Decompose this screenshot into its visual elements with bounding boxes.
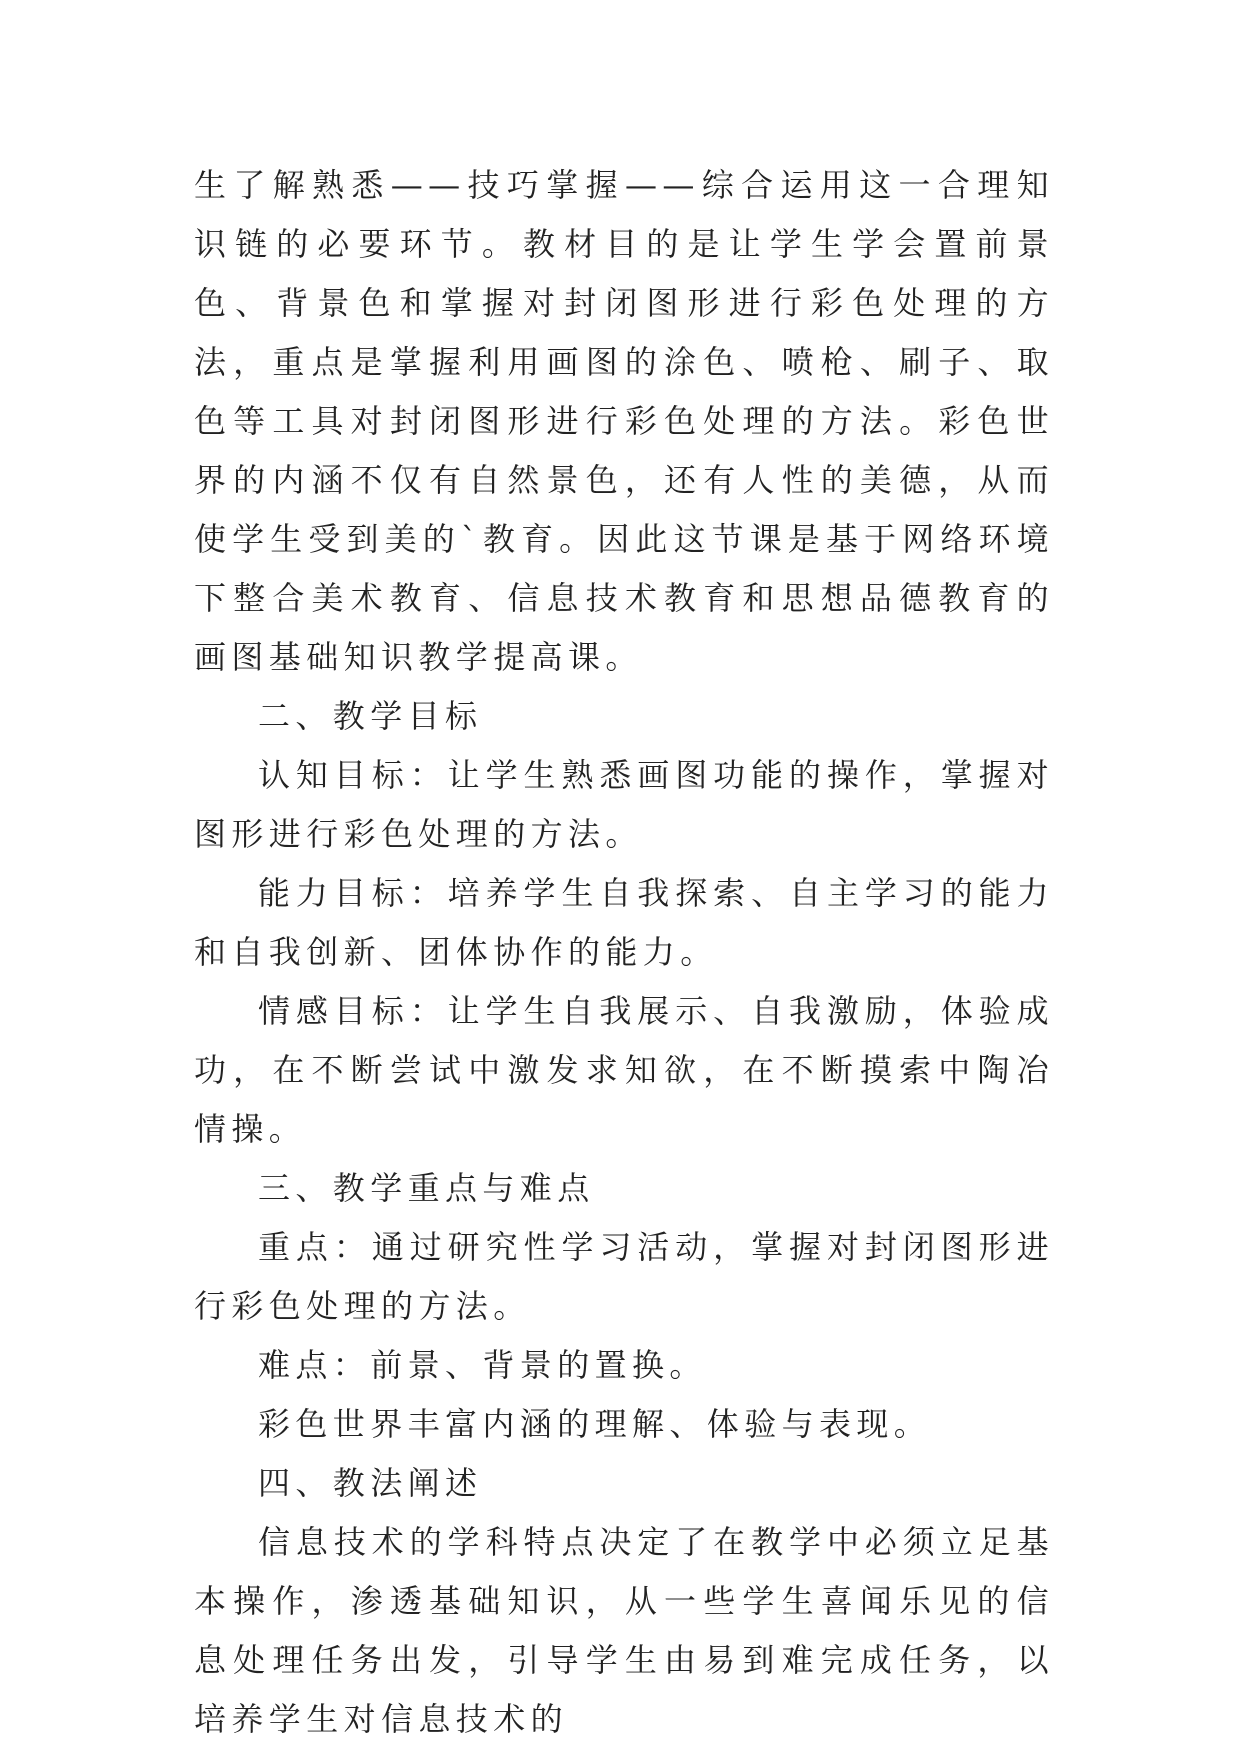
section-heading-teaching-goals: 二、教学目标 xyxy=(258,697,483,735)
section-heading-teaching-method: 四、教法阐述 xyxy=(258,1464,483,1502)
paragraph-difficult-point-2: 彩色世界丰富内涵的理解、体验与表现。 xyxy=(258,1405,932,1443)
paragraph-emotion-goal: 情感目标：让学生自我展示、自我激励，体验成功，在不断尝试中激发求知欲，在不断摸索中陶冶情操。 xyxy=(194,992,1054,1148)
paragraph-teaching-method: 信息技术的学科特点决定了在教学中必须立足基本操作，渗透基础知识，从一些学生喜闻乐见的信息处理任务出发，引导学生由易到难完成任务，以培养学生对信息技术的 xyxy=(194,1523,1054,1738)
paragraph-intro: 生了解熟悉——技巧掌握——综合运用这一合理知识链的必要环节。教材目的是让学生学会置前景色、背景色和掌握对封闭图形进行彩色处理的方法，重点是掌握利用画图的涂色、喷枪、刷子、取色等工具对封闭图形进行彩色处理的方法。彩色世界的内涵不仅有自然景色，还有人性的美德，从而使学生受到美的`教育。因此这节课是基于网络环境下整合美术教育、信息技术教育和思想品德教育的画图基础知识教学提高课。 xyxy=(194,166,1054,676)
paragraph-key-point: 重点：通过研究性学习活动，掌握对封闭图形进行彩色处理的方法。 xyxy=(194,1228,1054,1325)
section-heading-key-and-difficult-points: 三、教学重点与难点 xyxy=(258,1169,595,1207)
paragraph-cognitive-goal: 认知目标：让学生熟悉画图功能的操作，掌握对图形进行彩色处理的方法。 xyxy=(194,756,1054,853)
paragraph-ability-goal: 能力目标：培养学生自我探索、自主学习的能力和自我创新、团体协作的能力。 xyxy=(194,874,1054,971)
document-body xyxy=(194,156,1054,1749)
paragraph-difficult-point: 难点：前景、背景的置换。 xyxy=(258,1346,707,1384)
